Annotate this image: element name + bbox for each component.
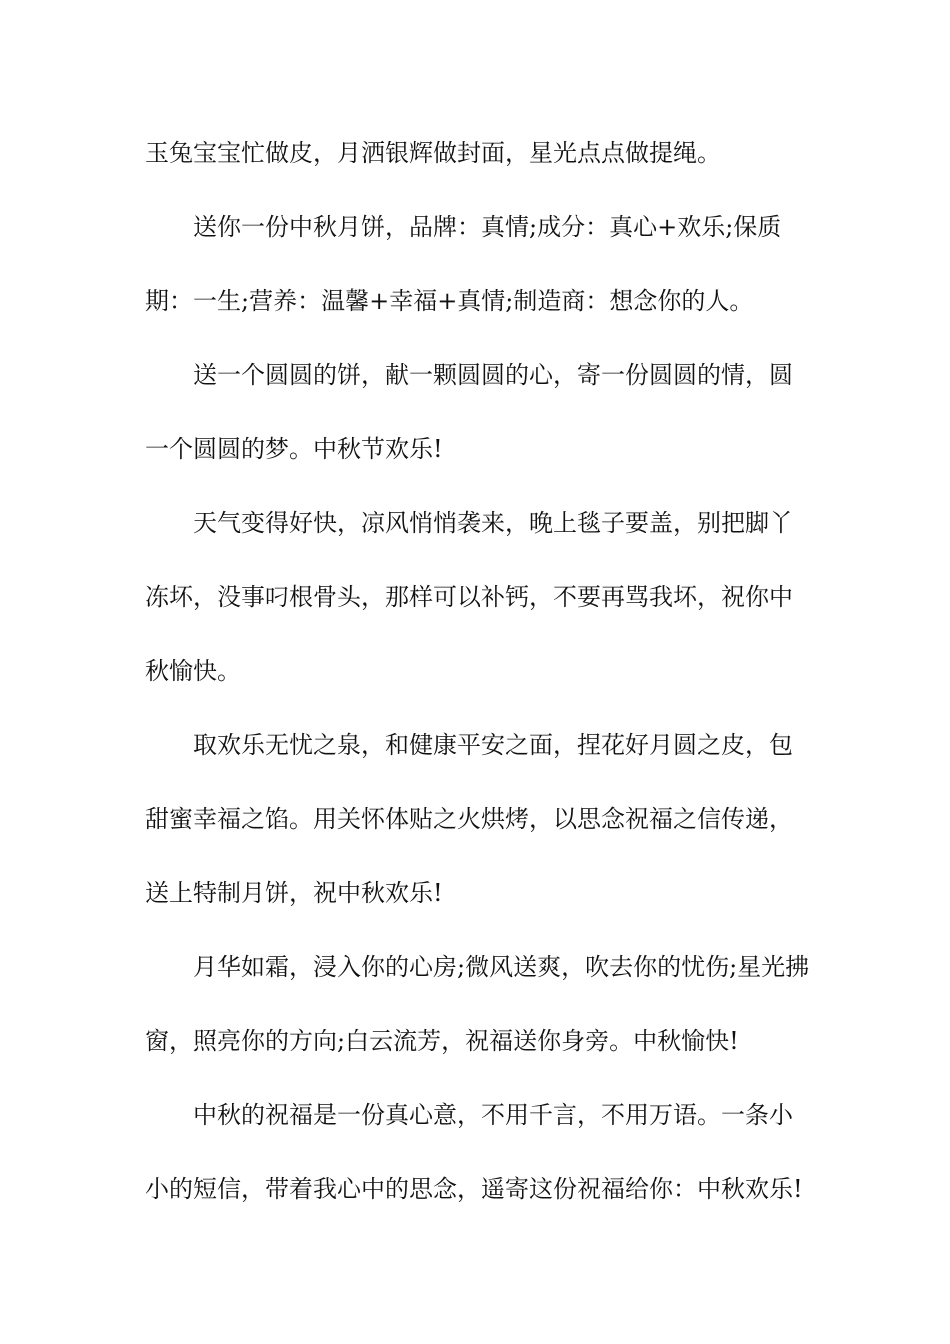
text-column bbox=[145, 116, 810, 1226]
paragraph-2: 送你一份中秋月饼，品牌：真情;成分：真心+欢乐;保质期：一生;营养：温馨+幸福+真情;制造商：想念你的人。 bbox=[145, 213, 782, 315]
paragraph-6: 月华如霜，浸入你的心房;微风送爽，吹去你的忧伤;星光拂窗，照亮你的方向;白云流芳，祝福送你身旁。中秋愉快! bbox=[145, 953, 810, 1055]
paragraph-4: 天气变得好快，凉风悄悄袭来，晚上毯子要盖，别把脚丫冻坏，没事叼根骨头，那样可以补钙，不要再骂我坏，祝你中秋愉快。 bbox=[145, 509, 793, 685]
paragraph-7: 中秋的祝福是一份真心意，不用千言，不用万语。一条小小的短信，带着我心中的思念，遥寄这份祝福给你：中秋欢乐! bbox=[145, 1101, 803, 1203]
paragraph-5: 取欢乐无忧之泉，和健康平安之面，捏花好月圆之皮，包甜蜜幸福之馅。用关怀体贴之火烘烤，以思念祝福之信传递，送上特制月饼，祝中秋欢乐! bbox=[145, 731, 793, 907]
paragraph-3: 送一个圆圆的饼，献一颗圆圆的心，寄一份圆圆的情，圆一个圆圆的梦。中秋节欢乐! bbox=[145, 361, 793, 463]
paragraph-1: 玉兔宝宝忙做皮，月洒银辉做封面，星光点点做提绳。 bbox=[145, 139, 721, 167]
